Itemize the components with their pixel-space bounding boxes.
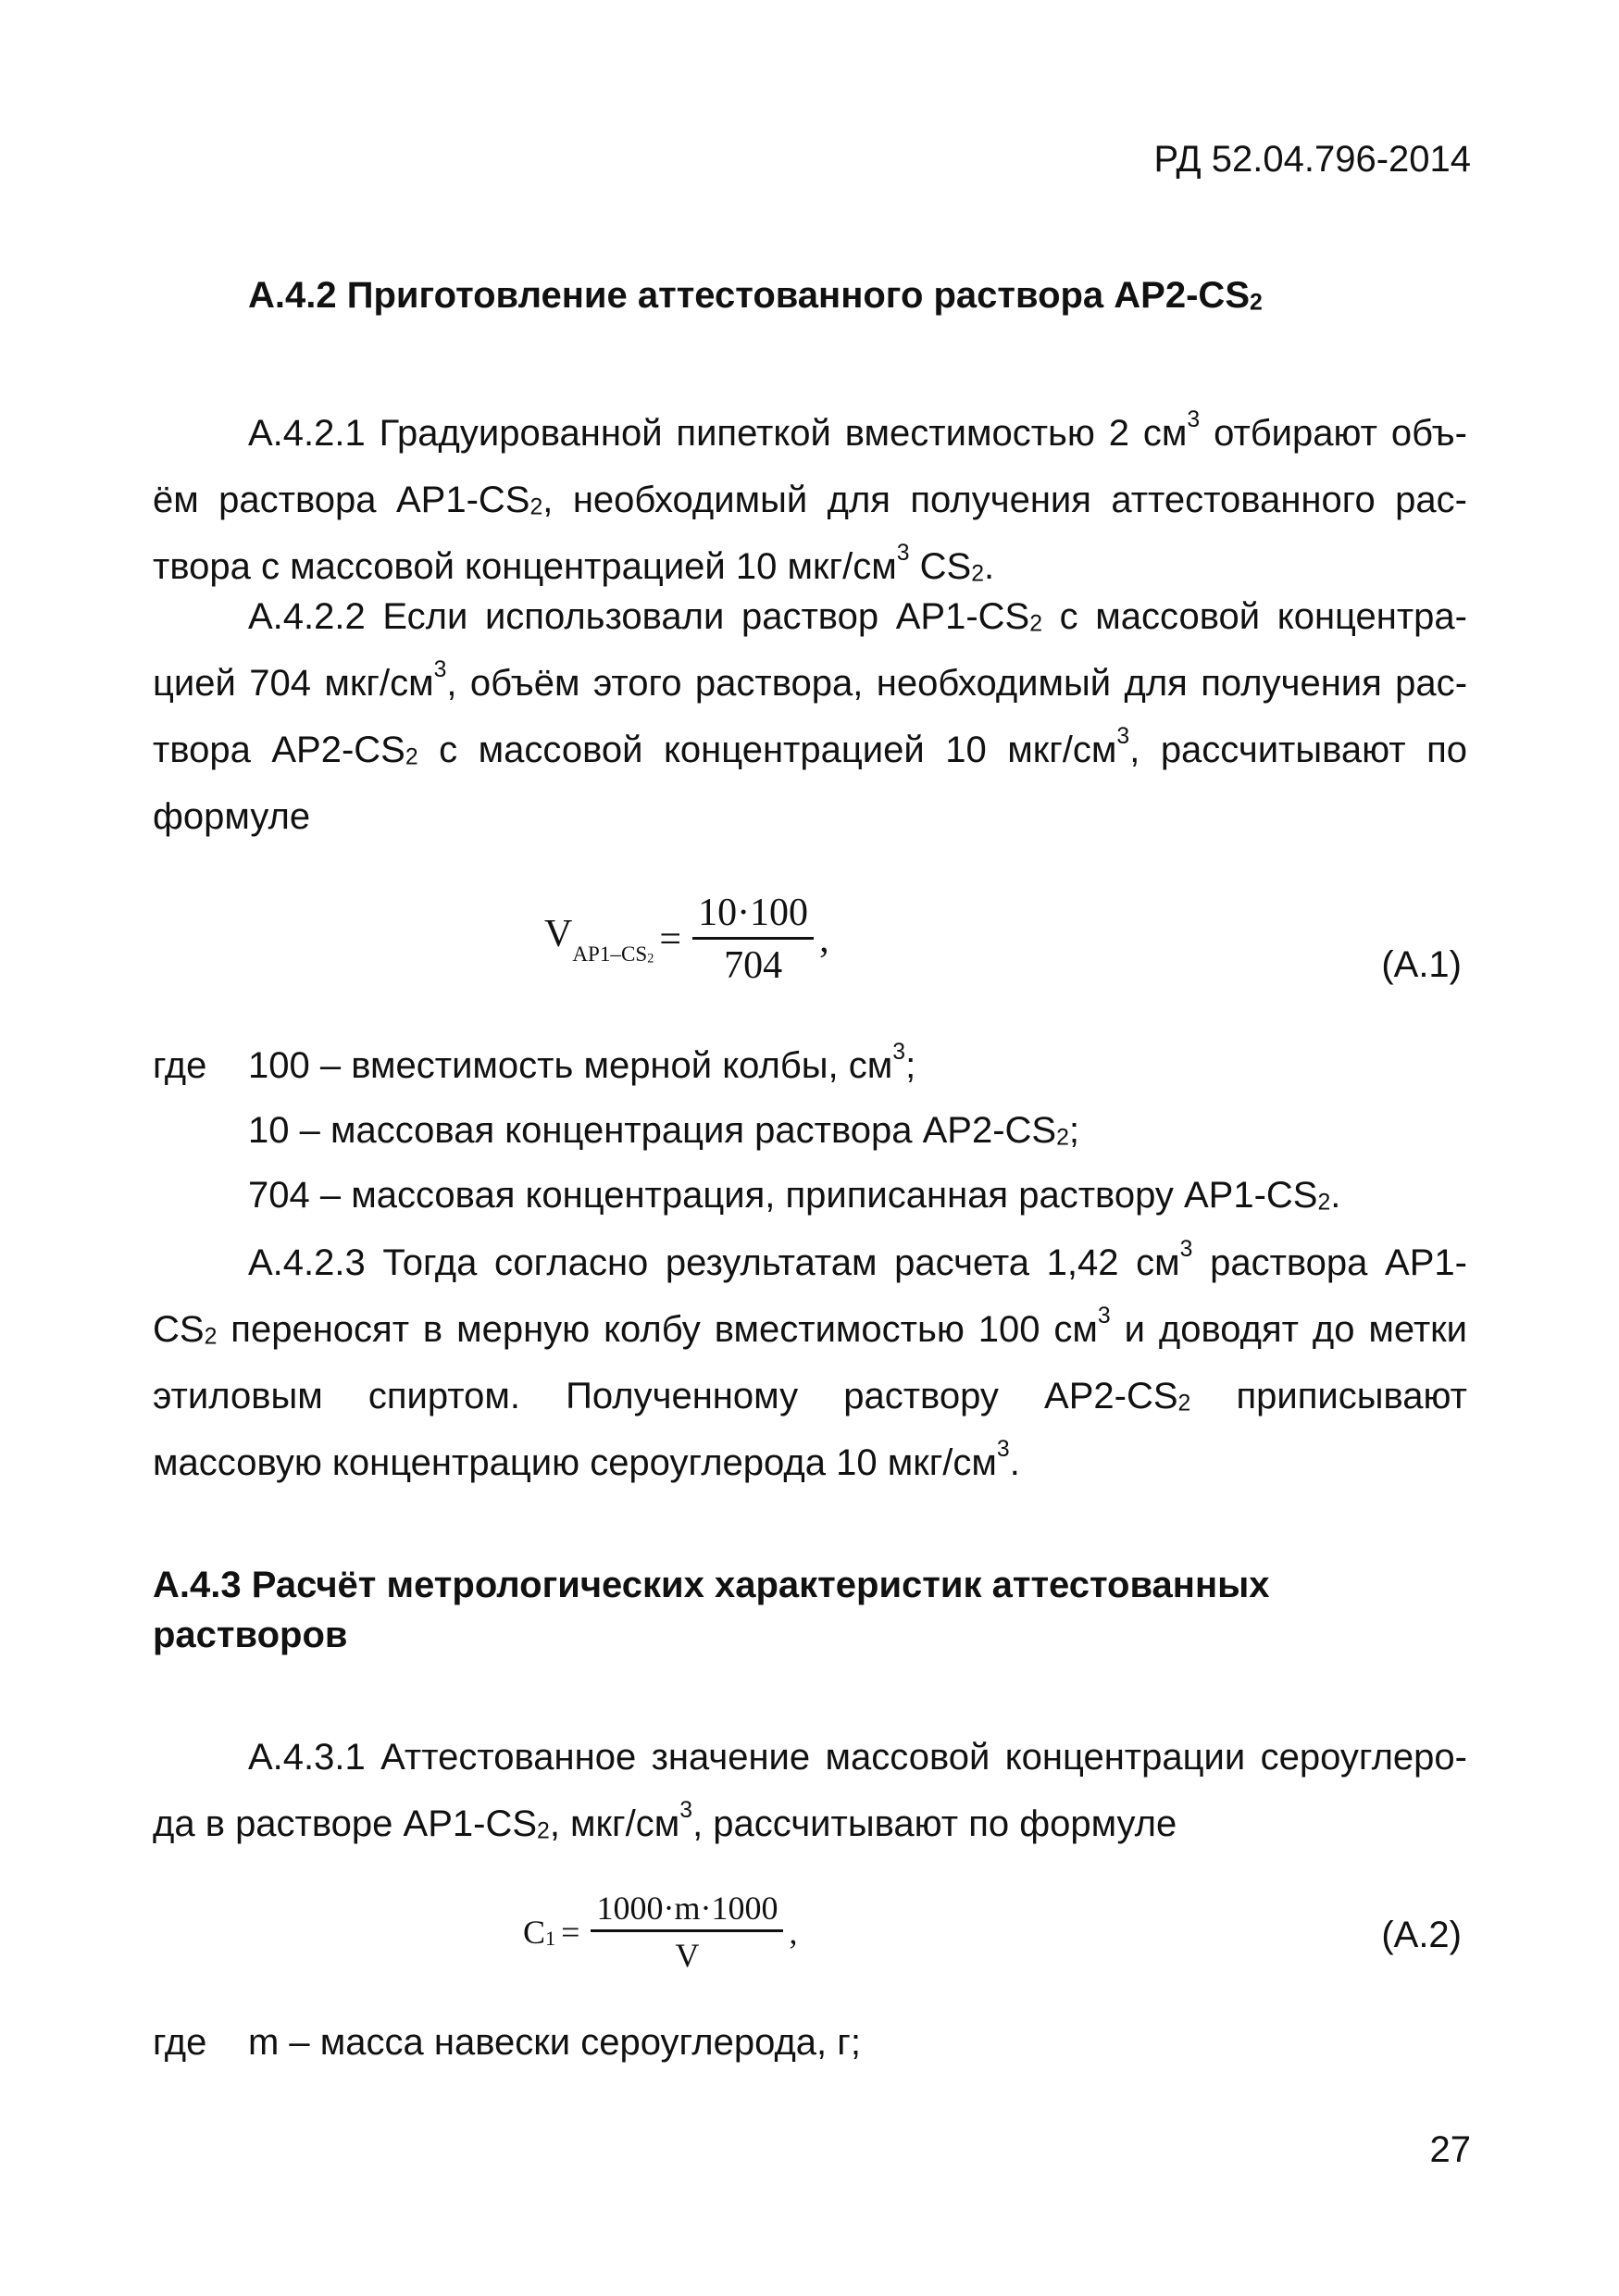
formula-a2: [523, 1889, 797, 1975]
where-item-10: 10 – массовая концентрация раствора $АР2-CS_2$;: [248, 1110, 1080, 1151]
formula-a2-fraction: [591, 1889, 783, 1975]
where-label-a1: где: [153, 1045, 207, 1086]
formula-a2-comma: ,: [789, 1913, 798, 1951]
section-heading-a42: А.4.2 Приготовление аттестованного раствора $АР2-CS_2$: [248, 275, 1263, 316]
where-item-100: 100 – вместимость мерной колбы, $см^3$;: [248, 1040, 916, 1086]
formula-a2-numerator: 1000·m·1000: [591, 1889, 783, 1932]
where-label-a2: где: [153, 2022, 207, 2063]
formula-a1-comma: ,: [819, 917, 829, 961]
formula-a2-equals: =: [561, 1913, 580, 1951]
paragraph-a422: А.4.2.2 Если использовали раствор $АР1-CS_2$ с массовой концентрацией 704 мкг/$см^3$, объём этого раствора, необходимый для получения раствора $АР2-CS_2$ с массовой концентрацией 10 мкг/$см^3$, рассчитывают по формуле: [153, 596, 1468, 837]
page-number: 27: [1429, 2129, 1471, 2170]
paragraph-a421: А.4.2.1 Градуированной пипеткой вместимостью 2 $см^3$ отбирают объём раствора $АР1-CS_2$, необходимый для получения аттестованного раствора с массовой концентрацией 10 мкг/$см^3$ $CS_2$.: [153, 407, 1467, 587]
formula-a2-denominator: V: [675, 1937, 700, 1974]
formula-a1-denominator: 704: [724, 944, 783, 987]
paragraph-a423: А.4.2.3 Тогда согласно результатам расчета 1,42 $см^3$ раствора $АР1-CS_2$ переносят в мерную колбу вместимостью 100 $см^3$ и доводят до метки этиловым спиртом. Полученному раствору $АР2-CS_2$ приписывают массовую концентрацию сероуглерода 10 мкг/$см^3$.: [153, 1237, 1467, 1483]
document-code: РД 52.04.796-2014: [1153, 139, 1471, 180]
where-item-704: 704 – массовая концентрация, приписанная раствору $АР1-CS_2$.: [248, 1175, 1341, 1216]
formula-a1: [544, 891, 829, 988]
formula-a1-number: (А.1): [1381, 944, 1462, 985]
formula-a1-variable: $V_{AP1-CS_2}$: [544, 912, 654, 967]
formula-a1-numerator: 10·100: [692, 891, 814, 940]
formula-a1-fraction: [692, 891, 814, 988]
formula-a1-equals: =: [659, 917, 682, 961]
paragraph-a431: А.4.3.1 Аттестованное значение массовой концентрации сероуглерода в растворе $АР1-CS_2$, мкг/$см^3$, рассчитывают по формуле: [153, 1737, 1467, 1844]
formula-a2-number: (А.2): [1381, 1915, 1462, 1955]
where-item-m: m – масса навески сероуглерода, г;: [248, 2022, 861, 2063]
formula-a2-variable: $C_1$: [523, 1913, 556, 1951]
section-heading-a43: А.4.3 Расчёт метрологических характеристик аттестованных растворов: [153, 1565, 1270, 1655]
